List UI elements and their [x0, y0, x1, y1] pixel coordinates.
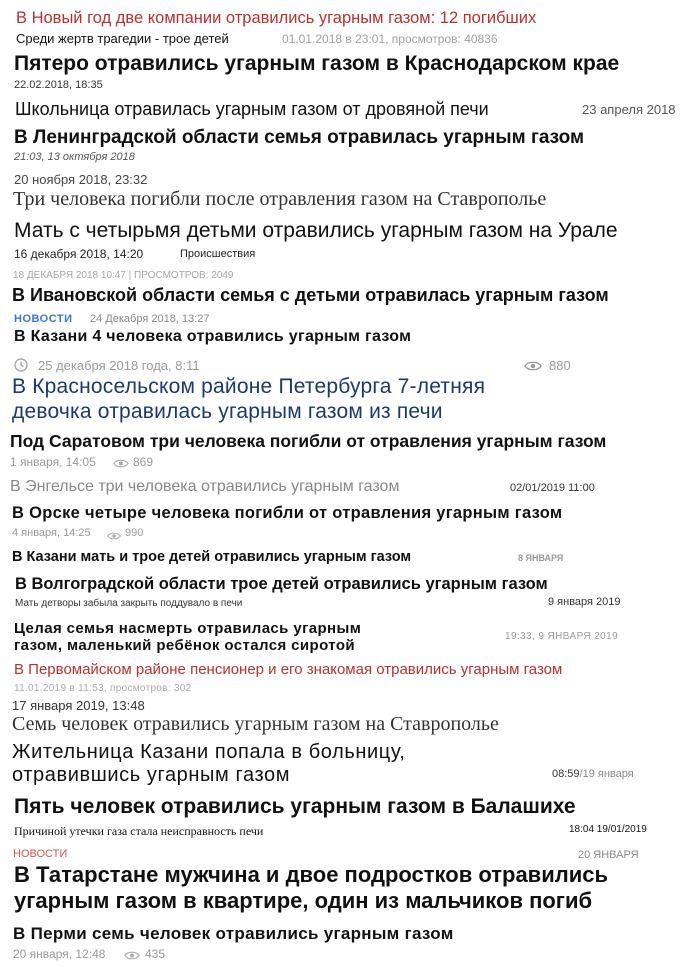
- headline-8[interactable]: В Казани 4 человека отравились угарным газом: [14, 328, 412, 345]
- views-12: 990: [125, 527, 144, 539]
- headline-15-line2[interactable]: газом, маленький ребёнок остался сиротой: [14, 637, 356, 654]
- headline-9-line1[interactable]: В Красносельском районе Петербурга 7-летняя: [12, 375, 486, 398]
- meta-14: 9 января 2019: [548, 596, 621, 608]
- views-10: 869: [133, 455, 154, 469]
- headline-13[interactable]: В Казани мать и трое детей отравились угарным газом: [12, 549, 412, 565]
- subtitle-1: Среди жертв трагедии - трое детей: [16, 31, 229, 46]
- meta-2: 22.02.2018, 18:35: [14, 79, 103, 91]
- headline-1[interactable]: В Новый год две компании отравились угарным газом: 12 погибших: [16, 9, 537, 27]
- views-21: 435: [145, 947, 166, 961]
- meta-3: 23 апреля 2018: [582, 102, 676, 117]
- meta-21: 20 января, 12:48: [13, 947, 106, 961]
- meta-7: 18 ДЕКАБРЯ 2018 10:47 | ПРОСМОТРОВ: 2049: [13, 270, 234, 281]
- news-label-20[interactable]: НОВОСТИ: [13, 848, 68, 860]
- subtitle-19: Причиной утечки газа стала неисправность печи: [14, 824, 264, 838]
- headline-20-line1[interactable]: В Татарстане мужчина и двое подростков отравились: [14, 862, 608, 887]
- meta-13: 8 ЯНВАРЯ: [518, 553, 564, 563]
- meta-15: 19:33, 9 ЯНВАРЯ 2019: [505, 631, 619, 642]
- headline-18-line1[interactable]: Жительница Казани попала в больницу,: [12, 741, 406, 763]
- subtitle-14: Мать детворы забыла закрыть поддувало в печи: [15, 598, 243, 609]
- headline-7[interactable]: В Ивановской области семья с детьми отравилась угарным газом: [12, 285, 609, 305]
- headline-19[interactable]: Пять человек отравились угарным газом в Балашихе: [14, 795, 576, 818]
- meta-17: 17 января 2019, 13:48: [12, 698, 145, 713]
- meta-18: [552, 768, 634, 780]
- headline-11[interactable]: В Энгельсе три человека отравились угарным газом: [10, 478, 400, 495]
- eye-icon: [124, 948, 140, 966]
- headline-20-line2[interactable]: угарным газом в квартире, один из мальчиков погиб: [14, 888, 593, 913]
- headline-5[interactable]: Три человека погибли после отравления газом на Ставрополье: [13, 188, 547, 210]
- meta-11: 02/01/2019 11:00: [510, 482, 595, 494]
- headline-2[interactable]: Пятеро отравились угарным газом в Краснодарском крае: [14, 52, 620, 75]
- headline-10[interactable]: Под Саратовом три человека погибли от отравления угарным газом: [10, 431, 607, 451]
- meta-4: 21:03, 13 октября 2018: [14, 151, 135, 163]
- views-9: 880: [549, 358, 571, 373]
- headline-9-line2[interactable]: девочка отравилась угарным газом из печи: [12, 400, 443, 423]
- meta-1: 01.01.2018 в 23:01, просмотров: 40836: [282, 32, 498, 46]
- headline-15-line1[interactable]: Целая семья насмерть отравилась угарным: [14, 620, 362, 637]
- headline-4[interactable]: В Ленинградской области семья отравилась угарным газом: [14, 127, 585, 148]
- meta-9: 25 декабря 2018 года, 8:11: [38, 358, 200, 373]
- headline-12[interactable]: В Орске четыре человека погибли от отравления угарным газом: [12, 504, 563, 522]
- eye-icon: [113, 456, 129, 474]
- meta-5: 20 ноября 2018, 23:32: [14, 172, 148, 187]
- eye-icon: [524, 359, 542, 377]
- headline-14[interactable]: В Волгоградской области трое детей отравились угарным газом: [15, 575, 548, 593]
- headline-6[interactable]: Мать с четырьмя детьми отравились угарным газом на Урале: [14, 219, 618, 242]
- headline-17[interactable]: Семь человек отравились угарным газом на Ставрополье: [12, 713, 499, 735]
- meta-20: 20 ЯНВАРЯ: [578, 849, 639, 861]
- headline-3[interactable]: Школьница отравилась угарным газом от дровяной печи: [15, 99, 489, 119]
- meta-19: 18:04 19/01/2019: [569, 824, 647, 835]
- meta-10: 1 января, 14:05: [10, 455, 96, 469]
- meta-18-date: /19 января: [579, 768, 634, 780]
- eye-icon: [107, 528, 121, 546]
- meta-6: 16 декабря 2018, 14:20: [14, 247, 144, 261]
- meta-16: 11.01.2019 в 11:53, просмотров: 302: [14, 683, 192, 694]
- headline-16[interactable]: В Первомайском районе пенсионер и его знакомая отравились угарным газом: [14, 661, 563, 678]
- news-label-8[interactable]: НОВОСТИ: [14, 313, 73, 325]
- meta-8: 24 Декабря 2018, 13:27: [90, 313, 210, 325]
- meta-12: 4 января, 14:25: [12, 527, 91, 539]
- category-6[interactable]: Происшествия: [180, 248, 256, 260]
- meta-18-time: 08:59: [552, 768, 580, 780]
- headline-18-line2[interactable]: отравившись угарным газом: [12, 764, 291, 786]
- headline-21[interactable]: В Перми семь человек отравились угарным газом: [13, 924, 454, 943]
